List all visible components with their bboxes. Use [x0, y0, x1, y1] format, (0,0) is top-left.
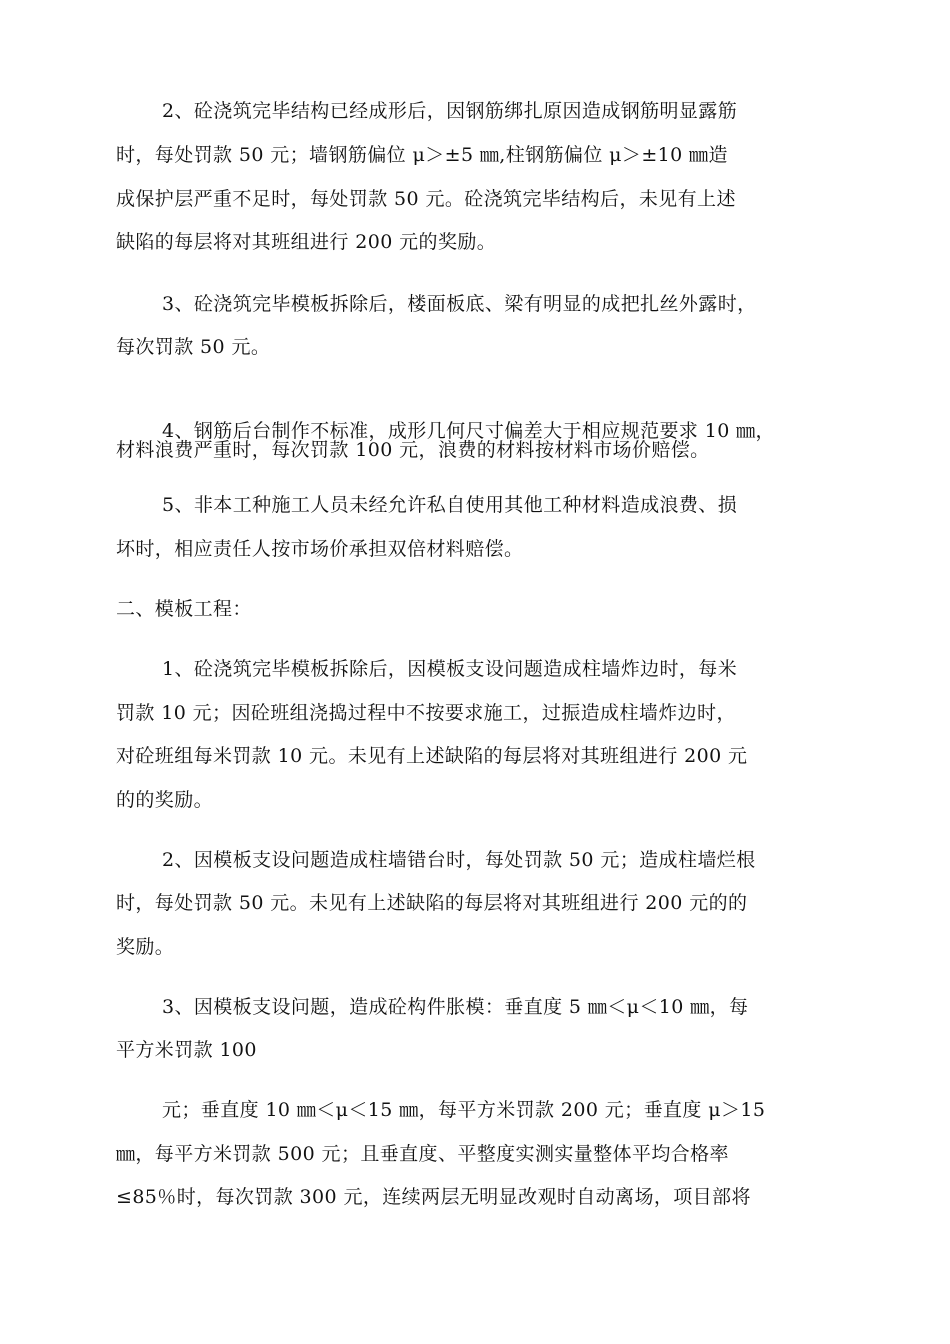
text-line: 的的奖励。	[116, 789, 214, 811]
text-line: 时，每处罚款 50 元。未见有上述缺陷的每层将对其班组进行 200 元的的	[116, 892, 748, 914]
text-line: 罚款 10 元；因砼班组浇捣过程中不按要求施工，过振造成柱墙炸边时，	[116, 702, 736, 724]
text-line: 1、砼浇筑完毕模板拆除后，因模板支设问题造成柱墙炸边时，每米	[162, 658, 738, 680]
text-line: 平方米罚款 100	[116, 1039, 257, 1061]
text-line: 3、因模板支设问题，造成砼构件胀模：垂直度 5 ㎜＜μ＜10 ㎜，每	[162, 996, 749, 1018]
text-line: ≤85％时，每次罚款 300 元，连续两层无明显改观时自动离场，项目部将	[116, 1186, 751, 1208]
text-line: 元；垂直度 10 ㎜＜μ＜15 ㎜，每平方米罚款 200 元；垂直度 μ＞15	[162, 1099, 766, 1121]
text-line: 3、砼浇筑完毕模板拆除后，楼面板底、梁有明显的成把扎丝外露时，	[162, 293, 757, 315]
text-line: 4、钢筋后台制作不标准，成形几何尺寸偏差大于相应规范要求 10 ㎜，	[162, 420, 775, 442]
text-line: 对砼班组每米罚款 10 元。未见有上述缺陷的每层将对其班组进行 200 元	[116, 745, 748, 767]
text-line: 时，每处罚款 50 元；墙钢筋偏位 μ＞±5 ㎜,柱钢筋偏位 μ＞±10 ㎜造	[116, 144, 728, 166]
text-line: 奖励。	[116, 936, 175, 958]
text-line: 2、砼浇筑完毕结构已经成形后，因钢筋绑扎原因造成钢筋明显露筋	[162, 100, 738, 122]
text-line: 2、因模板支设问题造成柱墙错台时，每处罚款 50 元；造成柱墙烂根	[162, 849, 756, 871]
text-line: 每次罚款 50 元。	[116, 336, 271, 358]
text-line: 5、非本工种施工人员未经允许私自使用其他工种材料造成浪费、损	[162, 494, 738, 516]
text-line: 坏时，相应责任人按市场价承担双倍材料赔偿。	[116, 538, 524, 560]
text-line: 材料浪费严重时，每次罚款 100 元，浪费的材料按材料市场价赔偿。	[116, 439, 710, 461]
text-line: 成保护层严重不足时，每处罚款 50 元。砼浇筑完毕结构后，未见有上述	[116, 188, 736, 210]
text-line: 缺陷的每层将对其班组进行 200 元的奖励。	[116, 231, 497, 253]
text-line: ㎜，每平方米罚款 500 元；且垂直度、平整度实测实量整体平均合格率	[116, 1143, 729, 1165]
section-heading: 二、模板工程：	[116, 598, 252, 620]
